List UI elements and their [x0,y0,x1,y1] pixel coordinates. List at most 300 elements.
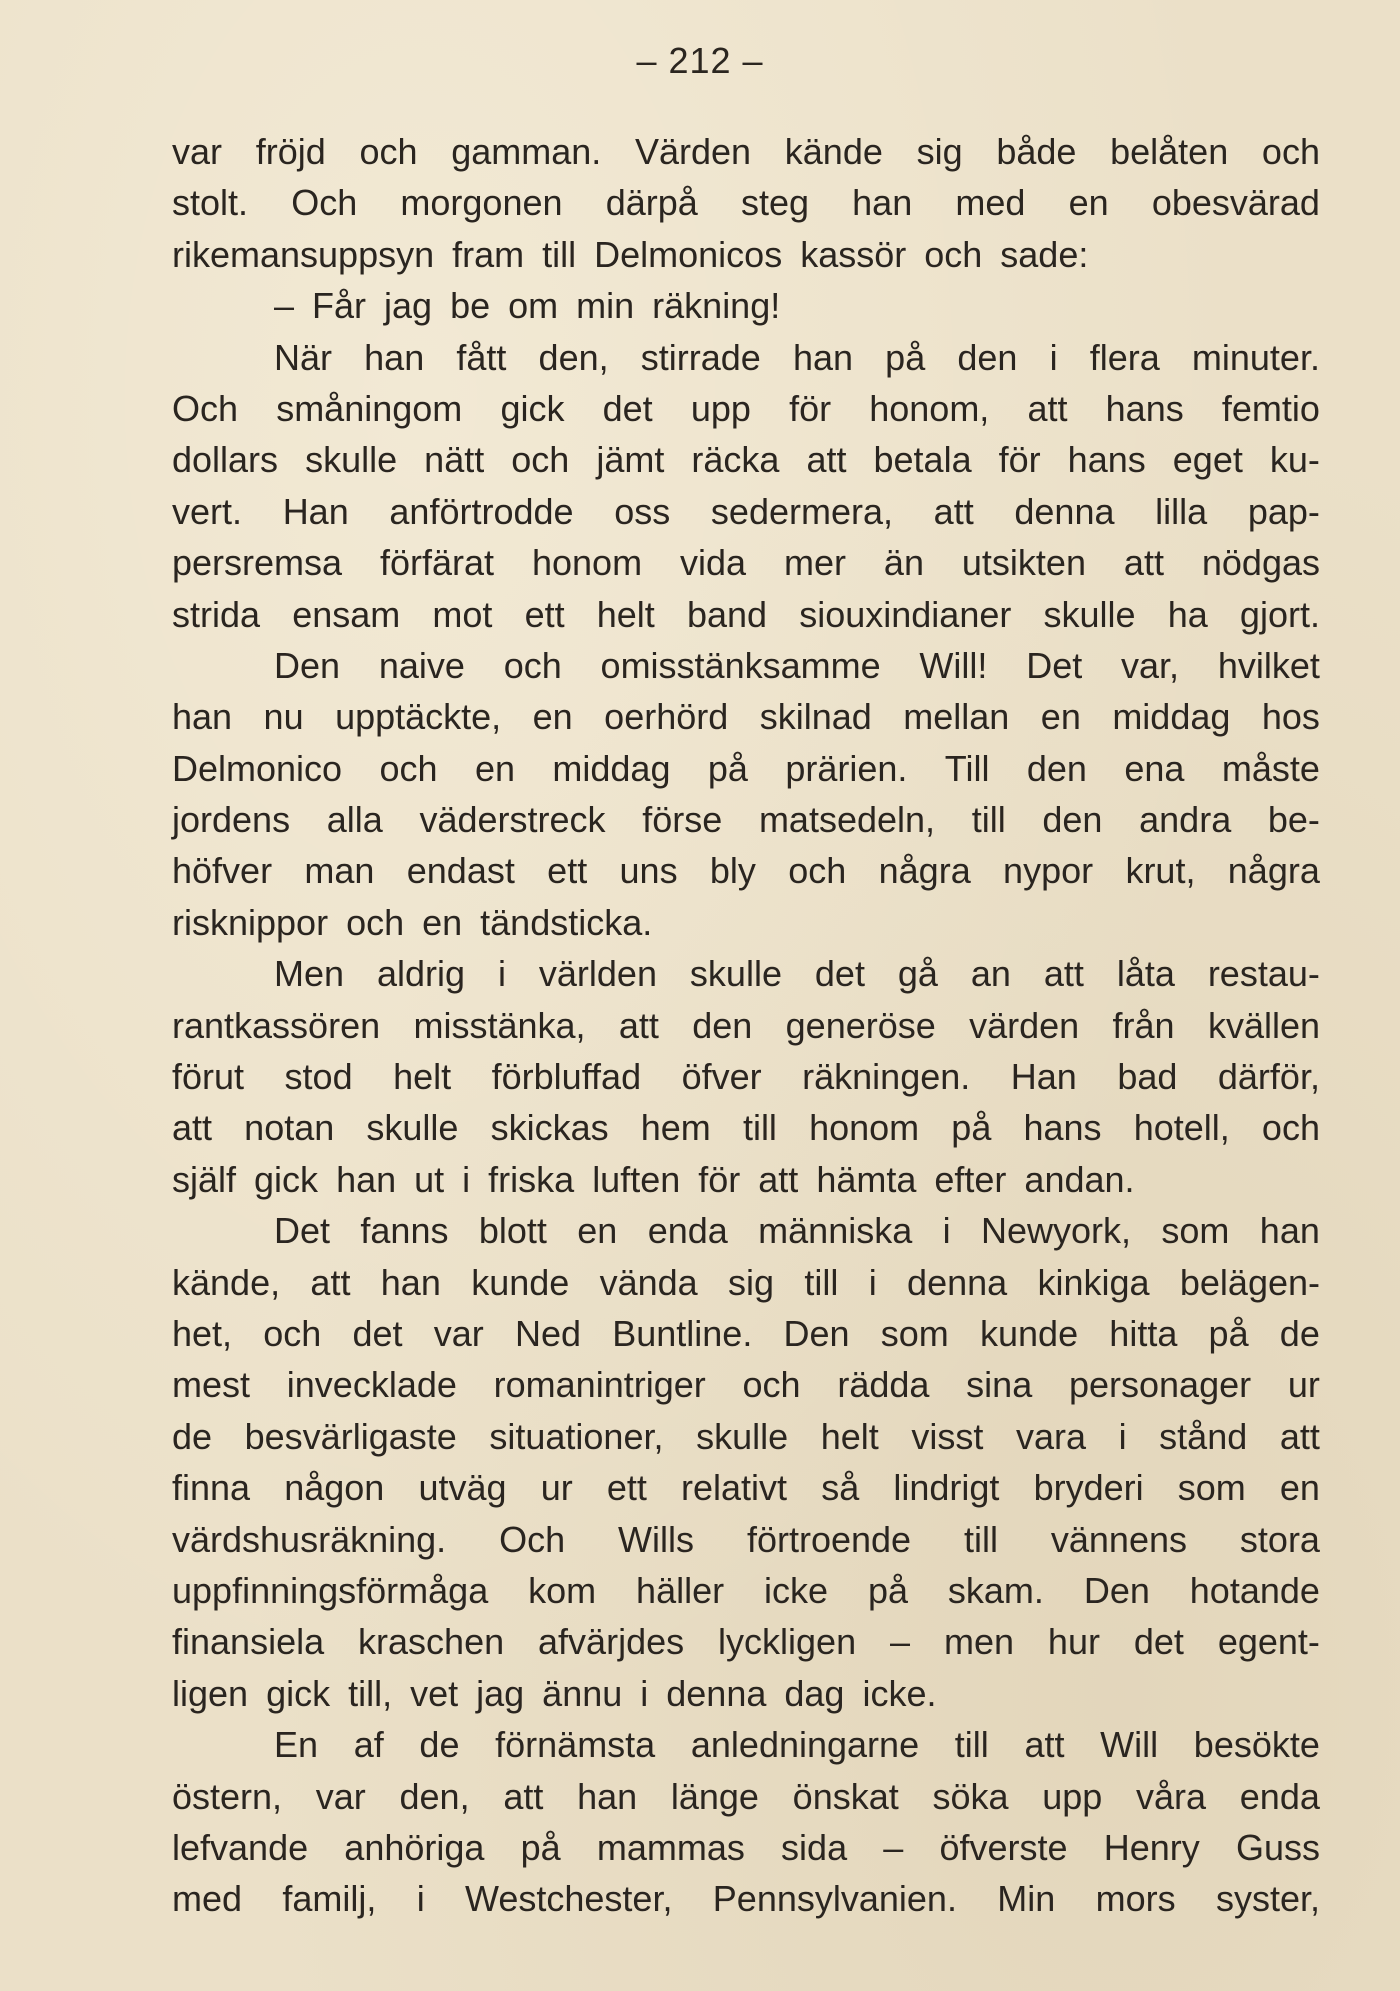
word: att [1043,953,1084,995]
word: dollars [172,439,279,481]
word: Min [997,1878,1056,1920]
word: invecklade [286,1364,457,1406]
word: femtio [1221,387,1320,429]
word: Och [172,387,239,429]
word: ha [1167,593,1208,635]
word: – [890,1621,911,1663]
word: Den [1083,1569,1150,1611]
word: enda [647,1210,728,1252]
word: anledningarne [690,1724,920,1766]
word: eget [1172,439,1243,481]
word: i [640,1672,649,1714]
word: räkningen. [802,1056,971,1098]
word: och [379,747,438,789]
word: stolt. [172,182,249,224]
word: i [462,1158,471,1200]
word: generöse [785,1004,936,1046]
word: Newyork, [981,1210,1132,1252]
word: förbluffad [491,1056,642,1098]
word: min [576,285,635,327]
word: steg [740,182,809,224]
word: middag [1112,696,1231,738]
text-line [172,1514,1320,1565]
word: att [503,1775,544,1817]
word: nypor [1003,850,1094,892]
word: hvilket [1217,644,1320,686]
word: vända [599,1261,698,1303]
word: familj, [282,1878,377,1920]
word: en [474,747,515,789]
word: sade: [1000,233,1089,275]
word: han [792,336,854,378]
text-line [172,126,1320,177]
text-line [172,486,1320,537]
word: kvällen [1207,1004,1320,1046]
text-line [172,280,1320,331]
word: hans [1067,439,1146,481]
word: vara [1015,1415,1086,1457]
word: Westchester, [465,1878,673,1920]
word: på [951,1107,992,1149]
word: finansiela [172,1621,325,1663]
word: fram [452,233,525,275]
word: fått [456,336,507,378]
word: till [804,1261,839,1303]
word: Han [1010,1056,1077,1098]
word: Will! [919,644,988,686]
word: anförtrodde [389,490,574,532]
word: och [263,1312,322,1354]
word: om [508,285,559,327]
word: sina [966,1364,1033,1406]
text-line [172,640,1320,691]
word: som [1177,1467,1246,1509]
word: som [1161,1210,1230,1252]
word: het, [172,1312,233,1354]
word: hämta [816,1158,917,1200]
word: både [996,131,1077,172]
word: matsedeln, [758,799,936,841]
word: och [1261,1107,1320,1149]
word: till [971,799,1006,841]
word: världen [538,953,657,995]
word: den [1042,799,1103,841]
word: bly [709,850,756,892]
word: minuter. [1191,336,1320,378]
word: sedermera, [710,490,893,532]
word: kinkiga [1037,1261,1150,1303]
word: obesvärad [1151,182,1320,224]
word: gick [500,387,565,429]
word: östern, [172,1775,283,1817]
word: en [532,696,573,738]
word: mellan [903,696,1010,738]
word: af [353,1724,384,1766]
word: band [686,593,768,635]
word: på [520,1826,561,1868]
word: dag [784,1672,845,1714]
word: finna [172,1467,251,1509]
word: kassör [800,233,907,275]
word: luften [592,1158,681,1200]
word: sig [728,1261,775,1303]
word: hotell, [1133,1107,1230,1149]
word: därpå [605,182,698,224]
word: vet [410,1672,459,1714]
word: som [880,1312,949,1354]
text-line [172,1771,1320,1822]
word: friska [488,1158,575,1200]
word: egent- [1217,1621,1320,1663]
word: för [698,1158,741,1200]
word: skulle [1043,593,1136,635]
word: alla [326,799,383,841]
word: naive [378,644,465,686]
word: strida [172,593,261,635]
word: en [1040,696,1081,738]
word: persremsa [172,542,343,584]
word: skulle [696,1415,789,1457]
text-line [172,1359,1320,1410]
word: vert. [172,490,243,532]
text-line [172,1616,1320,1667]
word: upp [1042,1775,1103,1817]
word: därför, [1217,1056,1320,1098]
word: vida [680,542,747,584]
word: i [497,953,506,995]
word: hos [1261,696,1320,738]
word: förtroende [746,1518,912,1560]
text-line [172,1411,1320,1462]
word: – [883,1826,904,1868]
word: prärien. [785,747,908,789]
word: jag [476,1672,525,1714]
word: hans [1023,1107,1102,1149]
word: Guss [1235,1826,1320,1868]
word: att [310,1261,351,1303]
word: han [1259,1210,1320,1252]
word: de [172,1415,213,1457]
word: Och [499,1518,566,1560]
text-line [172,1154,1320,1205]
word: med [172,1878,243,1920]
text-line [172,1205,1320,1256]
word: det [1133,1621,1184,1663]
word: skilnad [759,696,872,738]
word: var [315,1775,366,1817]
word: pap- [1247,490,1320,532]
word: kunde [471,1261,570,1303]
word: stora [1239,1518,1320,1560]
word: andan. [1024,1158,1135,1200]
word: det [352,1312,403,1354]
word: honom [809,1107,920,1149]
word: Buntline. [612,1312,753,1354]
word: mer [783,542,846,584]
word: att [618,1004,659,1046]
word: Pennsylvanien. [712,1878,957,1920]
word: Till [944,747,990,789]
word: relativt [681,1467,788,1509]
word: att [933,490,974,532]
word: Will [1100,1724,1159,1766]
word: värdshusräkning. [172,1518,447,1560]
word: andra [1139,799,1232,841]
word: människa [758,1210,913,1252]
word: bryderi [1033,1467,1144,1509]
word: middag [552,747,671,789]
word: morgonen [400,182,563,224]
word: ur [1287,1364,1320,1406]
word: Och [291,182,358,224]
word: i [1118,1415,1127,1457]
word: men [943,1621,1014,1663]
word: upptäckte, [335,696,502,738]
word: mest [172,1364,251,1406]
word: mammas [596,1826,745,1868]
word: belåten [1110,131,1229,172]
text-line [172,1822,1320,1873]
word: enda [1239,1775,1320,1817]
word: helt [820,1415,879,1457]
word: en [1068,182,1109,224]
word: att [172,1107,213,1149]
word: hur [1047,1621,1100,1663]
text-line [172,691,1320,742]
word: oss [614,490,671,532]
word: söka [932,1775,1009,1817]
word: han [364,336,425,378]
word: hans [1105,387,1184,429]
word: kom [528,1569,597,1611]
word: honom [531,542,643,584]
word: skulle [366,1107,459,1149]
word: och [1261,131,1320,172]
word: och [924,233,983,275]
word: att [1024,1724,1065,1766]
word: räcka [691,439,780,481]
word: i [416,1878,425,1920]
word: denna [1014,490,1115,532]
word: och [359,131,418,172]
word: ligen [172,1672,249,1714]
word: och [511,439,570,481]
word: och [346,901,405,943]
word: han [577,1775,638,1817]
word: jordens [172,799,291,841]
word: på [885,336,926,378]
word: Delmonico [172,747,343,789]
text-line [172,845,1320,896]
word: det [814,953,865,995]
word: kunde [980,1312,1079,1354]
word: att [806,439,847,481]
word: ett [547,850,588,892]
word: att [1279,1415,1320,1457]
word: be [450,285,491,327]
word: till [963,1518,998,1560]
word: den [1026,747,1087,789]
word: visst [911,1415,984,1457]
word: nu [263,696,304,738]
word: han [380,1261,441,1303]
word: nätt [424,439,485,481]
word: det [602,387,653,429]
word: var, [1121,644,1180,686]
word: Delmonicos [594,233,783,275]
word: småningom [276,387,463,429]
word: en [1279,1467,1320,1509]
word: – [274,285,295,327]
word: våra [1136,1775,1207,1817]
text-line [172,897,1320,948]
word: från [1112,1004,1175,1046]
word: personager [1068,1364,1252,1406]
text-line [172,537,1320,588]
word: ku- [1269,439,1320,481]
word: med [955,182,1026,224]
text-line [172,1257,1320,1308]
word: han [336,1158,397,1200]
word: gick [254,1158,319,1200]
word: i [1049,336,1058,378]
word: ännu [542,1672,623,1714]
word: syster, [1215,1878,1320,1920]
word: lindrigt [893,1467,1000,1509]
word: omisstänksamme [600,644,881,686]
text-line [172,1000,1320,1051]
word: besökte [1193,1724,1320,1766]
word: Värden [634,131,752,172]
word: notan [244,1107,335,1149]
word: måste [1221,747,1320,789]
word: på [707,747,748,789]
word: icke [764,1569,829,1611]
word: skam. [947,1569,1044,1611]
word: mors [1095,1878,1176,1920]
word: stirrade [640,336,761,378]
word: gjort. [1239,593,1320,635]
word: de [419,1724,460,1766]
word: afvärjdes [538,1621,685,1663]
word: sida [781,1826,848,1868]
word: på [867,1569,908,1611]
word: i [868,1261,877,1303]
word: den, [399,1775,470,1817]
word: till [542,233,577,275]
word: värden [969,1004,1080,1046]
word: häller [636,1569,725,1611]
word: kände, [172,1261,281,1303]
word: utväg [418,1467,507,1509]
word: denna [666,1672,767,1714]
word: denna [907,1261,1008,1303]
word: siouxindianer [799,593,1012,635]
word: att [1123,542,1164,584]
word: Henry [1103,1826,1200,1868]
word: endast [406,850,515,892]
word: så [821,1467,860,1509]
text-line [172,434,1320,485]
word: gick [266,1672,331,1714]
word: restau- [1207,953,1320,995]
word: aldrig [376,953,466,995]
word: och [503,644,562,686]
word: situationer, [489,1415,664,1457]
word: fröjd [255,131,326,172]
word: den [692,1004,753,1046]
word: icke. [862,1672,937,1714]
word: till [742,1107,777,1149]
text-line [172,1462,1320,1513]
word: önskat [792,1775,899,1817]
word: fanns [360,1210,449,1252]
word: rikemansuppsyn [172,233,435,275]
word: skickas [490,1107,609,1149]
word: hitta [1109,1312,1178,1354]
word: helt [393,1056,452,1098]
word: någon [284,1467,385,1509]
word: förut [172,1056,245,1098]
word: lefvande [172,1826,309,1868]
word: En [274,1724,319,1766]
word: den [957,336,1018,378]
word: Får [312,285,367,327]
word: bad [1117,1056,1178,1098]
word: gamman. [451,131,602,172]
word: några [878,850,971,892]
word: gå [897,953,938,995]
word: Han [282,490,349,532]
word: utsikten [961,542,1086,584]
text-line [172,1308,1320,1359]
word: vännens [1050,1518,1187,1560]
word: kraschen [358,1621,505,1663]
word: betala [873,439,972,481]
body-text [172,126,1320,1925]
word: de [1279,1312,1320,1354]
word: Det [1026,644,1083,686]
word: lilla [1155,490,1208,532]
word: ur [540,1467,573,1509]
word: jag [384,285,433,327]
text-line [172,1873,1320,1924]
word: till, [348,1672,393,1714]
word: skulle [305,439,398,481]
text-line [172,948,1320,999]
word: öfver [681,1056,762,1098]
word: misstänka, [413,1004,586,1046]
word: ett [524,593,565,635]
word: belägen- [1179,1261,1320,1303]
word: anhöriga [344,1826,485,1868]
word: besvärligaste [244,1415,457,1457]
word: ut [414,1158,445,1200]
word: höfver [172,850,273,892]
word: att [758,1158,799,1200]
word: uppfinningsförmåga [172,1569,489,1611]
word: räkning! [652,285,781,327]
text-line [172,177,1320,228]
word: och [742,1364,801,1406]
text-line [172,743,1320,794]
word: flera [1089,336,1160,378]
word: förnämsta [495,1724,656,1766]
word: an [970,953,1011,995]
text-line [172,332,1320,383]
word: hotande [1189,1569,1320,1611]
word: lyckligen [718,1621,857,1663]
